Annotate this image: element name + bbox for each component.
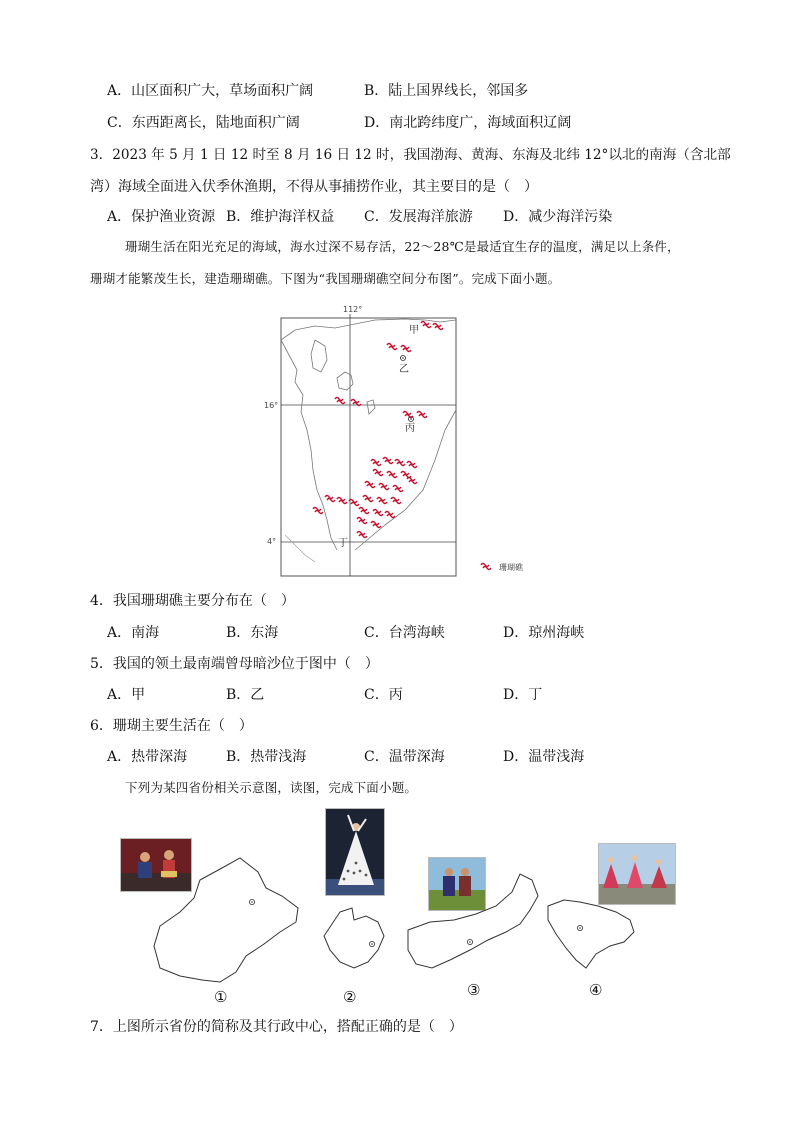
coral-reef-map xyxy=(255,300,545,580)
q4-option-c: C．台湾海峡 xyxy=(364,625,445,641)
q5-stem: 5．我国的领土最南端曾母暗沙位于图中（ ） xyxy=(90,656,379,672)
q7-stem: 7．上图所示省份的简称及其行政中心，搭配正确的是（ ） xyxy=(90,1019,463,1035)
q3-option-d: D．减少海洋污染 xyxy=(503,209,613,225)
coral-intro-line1: 珊瑚生活在阳光充足的海域，海水过深不易存活，22～28℃是最适宜生存的温度，满足以上条件， xyxy=(125,239,680,254)
map-label-ding: 丁 xyxy=(338,538,348,549)
province-number-1: ① xyxy=(214,988,228,1006)
q6-option-a: A．热带深海 xyxy=(107,749,188,765)
q5-option-c: C．丙 xyxy=(364,687,403,703)
province-number-3: ③ xyxy=(467,981,481,999)
map-lat4-label: 4° xyxy=(267,537,277,546)
q4-stem: 4．我国珊瑚礁主要分布在（ ） xyxy=(90,593,295,609)
q4-option-b: B．东海 xyxy=(226,625,279,641)
q4-option-a: A．南海 xyxy=(107,625,160,641)
map-label-yi: 乙 xyxy=(399,364,409,375)
map-lat16-label: 16° xyxy=(264,401,279,410)
map-longitude-label: 112° xyxy=(343,305,363,314)
q4-option-d: D．琼州海峡 xyxy=(503,625,585,641)
q2-option-a: A．山区面积广大，草场面积广阔 xyxy=(107,83,314,99)
q3-stem-line1: 3．2023 年 5 月 1 日 12 时至 8 月 16 日 12 时，我国渤海、黄海、东海及北纬 12°以北的南海（含北部 xyxy=(90,147,731,163)
q6-option-c: C．温带深海 xyxy=(364,749,445,765)
q3-stem-line2: 湾）海域全面进入伏季休渔期，不得从事捕捞作业，其主要目的是（ ） xyxy=(90,179,538,195)
q2-option-c: C．东西距离长，陆地面积广阔 xyxy=(107,115,300,131)
province-outlines xyxy=(140,850,660,1000)
q2-option-d: D．南北跨纬度广，海域面积辽阔 xyxy=(364,115,572,131)
q6-stem: 6．珊瑚主要生活在（ ） xyxy=(90,718,253,734)
q6-option-d: D．温带浅海 xyxy=(503,749,585,765)
province-intro: 下列为某四省份相关示意图，读图，完成下面小题。 xyxy=(125,780,418,795)
q3-option-b: B．维护海洋权益 xyxy=(226,209,335,225)
q5-option-a: A．甲 xyxy=(107,687,146,703)
q2-option-b: B．陆上国界线长，邻国多 xyxy=(364,83,529,99)
map-legend-label: 珊瑚礁 xyxy=(499,563,523,572)
q6-option-b: B．热带浅海 xyxy=(226,749,307,765)
map-label-jia: 甲 xyxy=(409,325,419,336)
map-label-bing: 丙 xyxy=(405,423,415,434)
q5-option-b: B．乙 xyxy=(226,687,265,703)
province-number-4: ④ xyxy=(589,981,603,999)
q3-option-c: C．发展海洋旅游 xyxy=(364,209,473,225)
q3-option-a: A．保护渔业资源 xyxy=(107,209,216,225)
province-number-2: ② xyxy=(343,988,357,1006)
q5-option-d: D．丁 xyxy=(503,687,543,703)
coral-intro-line2: 珊瑚才能繁茂生长，建造珊瑚礁。下图为“我国珊瑚礁空间分布图”。完成下面小题。 xyxy=(90,271,561,286)
